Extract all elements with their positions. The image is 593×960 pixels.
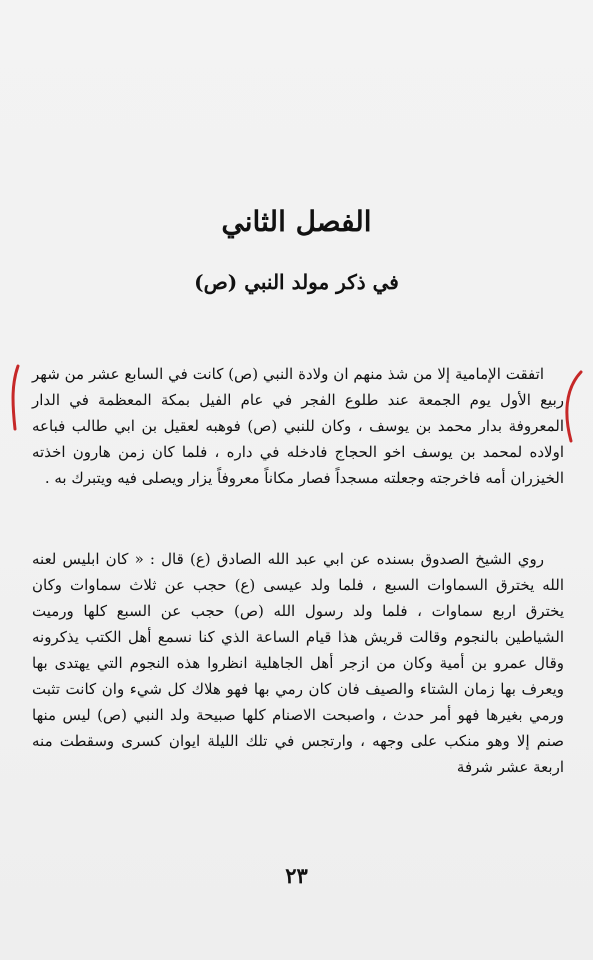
body-paragraph-1: اتفقت الإمامية إلا من شذ منهم ان ولادة النبي (ص) كانت في السابع عشر من شهر ربيع الأول يوم الجمعة عند طلوع الفجر في عام الفيل بمكة المعظمة في الدار المعروفة بدار محمد بن يوسف ، وكان للنبي (ص) فوهبه لعقيل بن ابي طالب فباعه اولاده لمحمد بن يوسف اخو الحجاج فادخله في داره ، فلما كان زمن هارون اخذته الخيزران أمه فاخرجته وجعلته مسجداً فصار مكاناً معروفاً يزار ويصلى فيه ويتبرك به . — [32, 365, 564, 487]
chapter-title: الفصل الثاني — [221, 205, 372, 238]
right-bracket-mark — [567, 372, 581, 441]
left-bracket-mark — [13, 366, 18, 429]
page-number: ٢٣ — [285, 863, 308, 888]
chapter-subtitle: في ذكر مولد النبي (ص) — [194, 270, 399, 294]
body-paragraph-2: روي الشيخ الصدوق بسنده عن ابي عبد الله الصادق (ع) قال : « كان ابليس لعنه الله يخترق السماوات السبع ، فلما ولد عيسى (ع) حجب عن ثلاث سماوات وكان يخترق اربع سماوات ، فلما ولد رسول الله (ص) حجب عن السبع كلها ورميت الشياطين بالنجوم وقالت قريش هذا قيام الساعة الذي كنا نسمع أهل الكتب يذكرونه وقال عمرو بن أمية وكان من ازجر أهل الجاهلية انظروا هذه النجوم التي يهتدى بها ويعرف بها زمان الشتاء والصيف فان كان رمي بها فهو هلاك كل شيء وان كانت تثبت ورمي بغيرها فهو أمر حدث ، واصبحت الاصنام كلها صبيحة ولد النبي (ص) ليس منها صنم إلا وهو منكب على وجهه ، وارتجس في تلك الليلة ايوان كسرى وسقطت منه اربعة عشر شرفة — [32, 550, 564, 776]
